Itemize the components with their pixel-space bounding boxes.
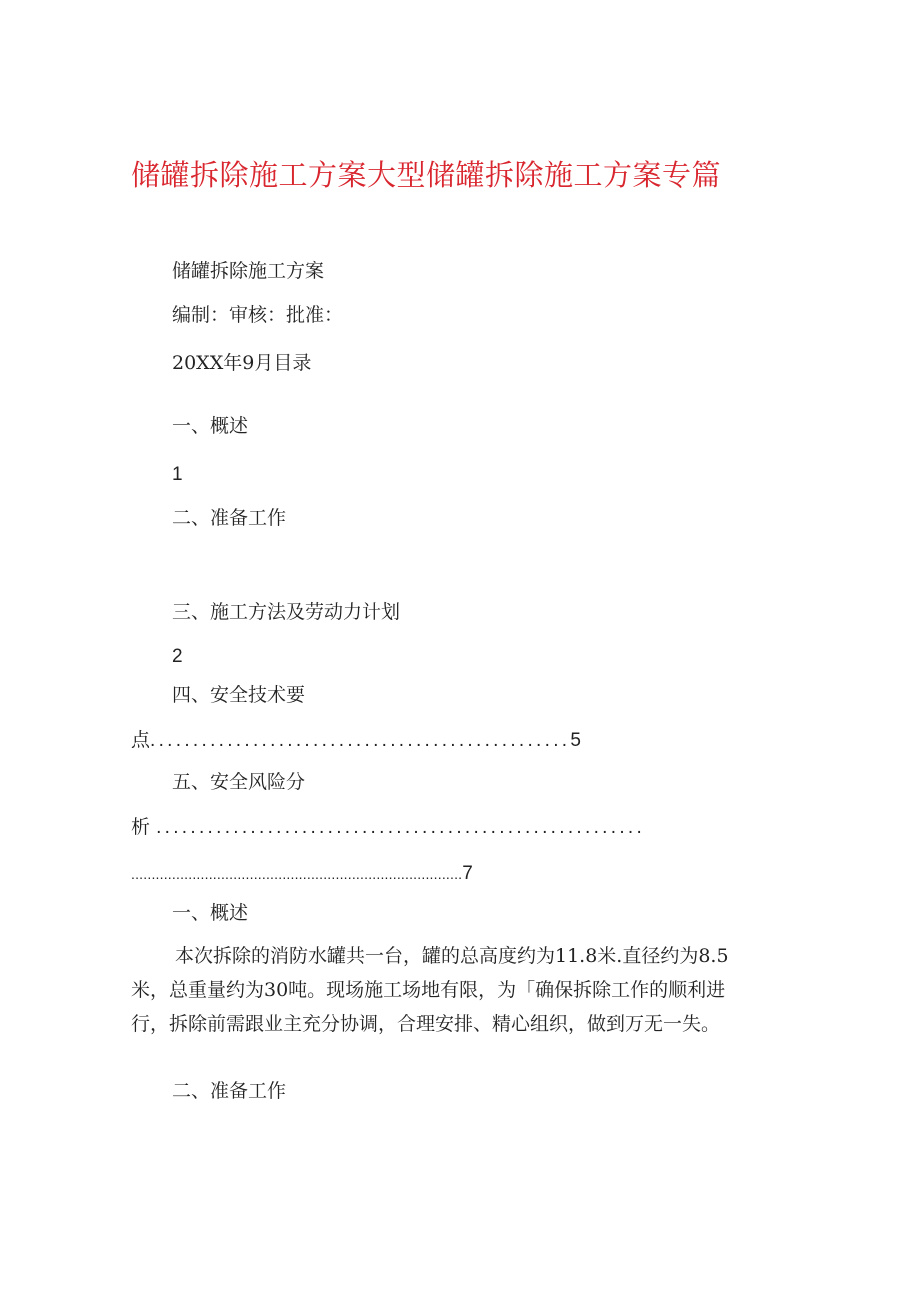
toc-item-3-page: 2 <box>172 646 183 667</box>
toc-item-5-label: 五、安全风险分 <box>172 771 306 793</box>
document-subtitle: 储罐拆除施工方案 <box>172 260 325 282</box>
toc-item-5-dots: ......................................................... <box>156 817 646 838</box>
toc-item-5-line2 <box>131 861 473 886</box>
toc-item-1-page: 1 <box>172 464 183 485</box>
paragraph-line-1: 本次拆除的消防水罐共一台，罐的总高度约为11.8米.直径约为8.5 <box>175 945 729 967</box>
section-1-paragraph <box>131 939 761 1041</box>
toc-item-4-label: 四、安全技术要 <box>172 684 306 706</box>
date-toc-line: 20XX年9月目录 <box>172 352 312 374</box>
toc-item-5-dots2: ................................................................................. <box>131 866 463 882</box>
toc-item-4-line <box>131 728 581 753</box>
toc-item-2-label: 二、准备工作 <box>172 507 287 529</box>
section-1-heading: 一、概述 <box>172 902 249 924</box>
signoff-line: 编制：审核：批准： <box>172 304 344 326</box>
toc-item-5-page: 7 <box>462 863 473 884</box>
section-2-heading: 二、准备工作 <box>172 1080 287 1102</box>
document-title: 储罐拆除施工方案大型储罐拆除施工方案专篇 <box>131 158 722 192</box>
paragraph-line-3: 行，拆除前需跟业主充分协调，合理安排、精心组织，做到万无一失。 <box>131 1013 721 1035</box>
toc-item-3-label: 三、施工方法及劳动力计划 <box>172 601 401 623</box>
paragraph-line-2: 米，总重量约为30吨。现场施工场地有限，为「确保拆除工作的顺利进 <box>131 979 726 1001</box>
toc-item-1-label: 一、概述 <box>172 415 249 437</box>
toc-item-5-cont: 析 <box>131 816 151 838</box>
toc-item-4-cont: 点 <box>131 729 151 751</box>
toc-item-4-dots: ................................................. <box>150 730 571 751</box>
toc-item-4-page: 5 <box>570 730 581 751</box>
toc-item-5-line <box>131 815 645 840</box>
